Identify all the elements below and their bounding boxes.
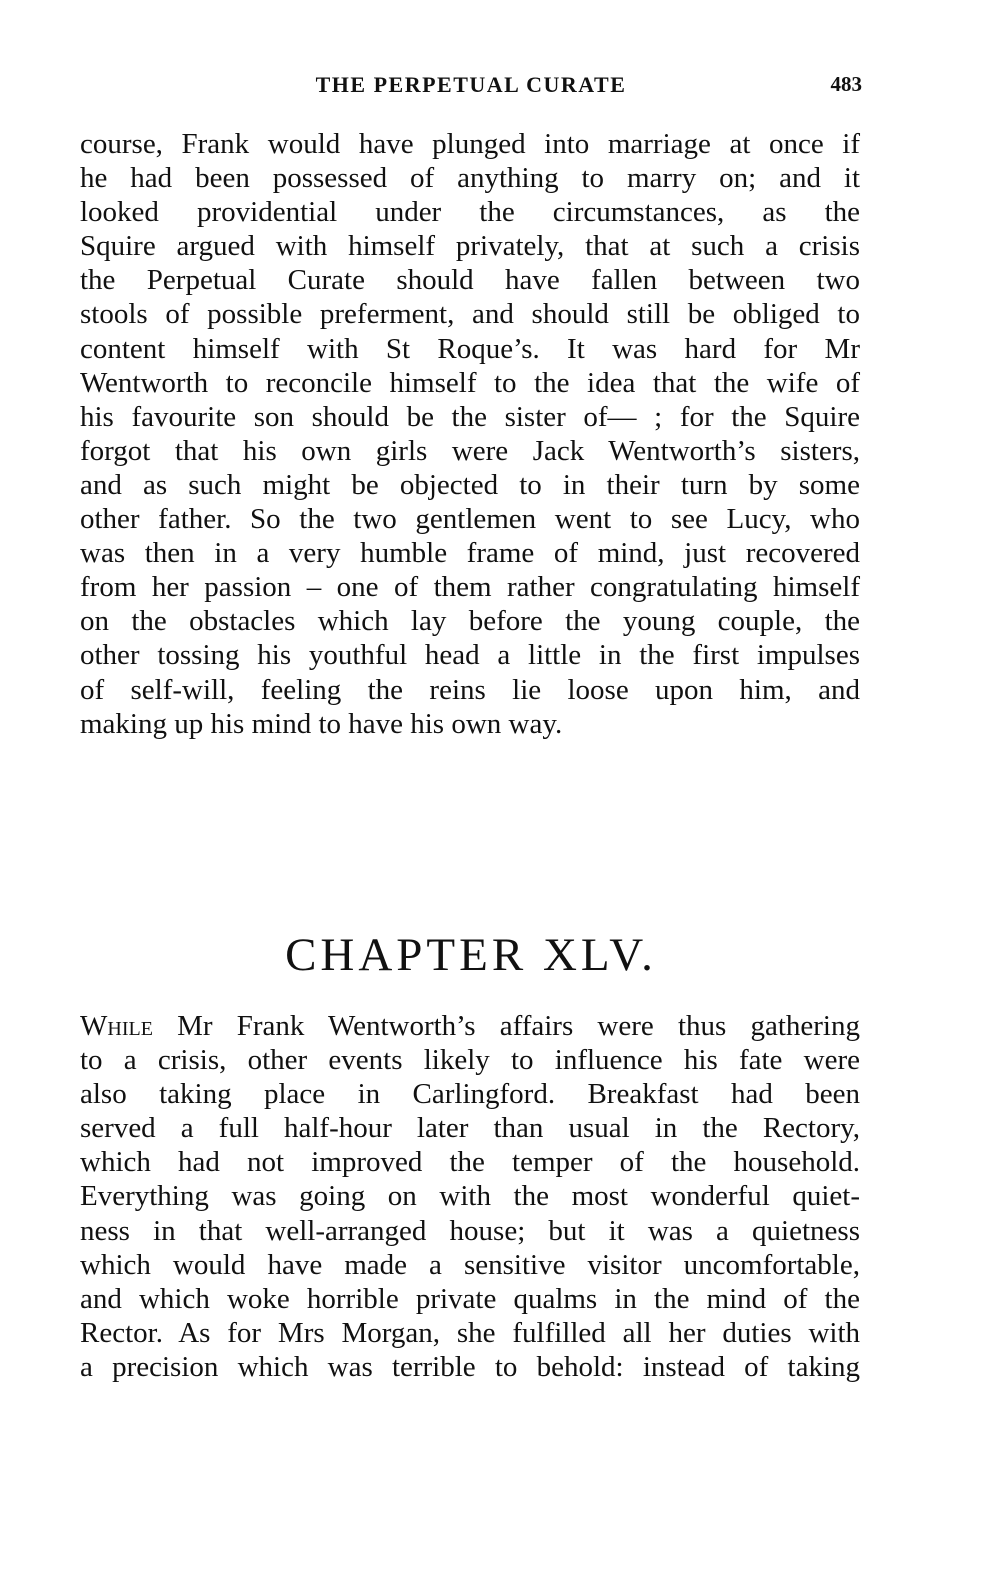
text-line: from her passion – one of them rather congratulating himself [80, 571, 860, 604]
text-line: Wentworth to reconcile himself to the idea that the wife of [80, 366, 860, 399]
paragraph-continued [80, 127, 860, 741]
text-line: making up his mind to have his own way. [80, 707, 563, 740]
text-line: Everything was going on with the most wonderful quiet- [80, 1180, 860, 1213]
first-line-rest: Mr Frank Wentworth’s affairs were thus gathering [152, 1010, 860, 1042]
text-line: which had not improved the temper of the household. [80, 1146, 860, 1179]
text-line: of self-will, feeling the reins lie loose upon him, and [80, 673, 860, 706]
text-line-first [80, 1009, 860, 1043]
text-line: forgot that his own girls were Jack Wentworth’s sisters, [80, 434, 860, 467]
chapter-opening-paragraph [80, 1009, 860, 1384]
text-line: Rector. As for Mrs Morgan, she fulfilled all her duties with [80, 1316, 860, 1349]
text-line: his favourite son should be the sister of— ; for the Squire [80, 400, 860, 433]
text-line: and as such might be objected to in their turn by some [80, 468, 860, 501]
text-line: which would have made a sensitive visitor uncomfortable, [80, 1248, 860, 1281]
text-line: content himself with St Roque’s. It was hard for Mr [80, 332, 860, 365]
text-line: other tossing his youthful head a little in the first impulses [80, 639, 860, 672]
text-line: ness in that well-arranged house; but it was a quietness [80, 1214, 860, 1247]
text-line: a precision which was terrible to behold: instead of taking [80, 1350, 860, 1383]
page-number: 483 [830, 72, 862, 96]
running-head [80, 68, 862, 104]
text-line: other father. So the two gentlemen went to see Lucy, who [80, 503, 860, 536]
text-line: he had been possessed of anything to marry on; and it [80, 162, 860, 195]
text-line: served a full half-hour later than usual in the Rectory, [80, 1112, 860, 1145]
text-line: the Perpetual Curate should have fallen between two [80, 264, 860, 297]
text-line: also taking place in Carlingford. Breakfast had been [80, 1078, 860, 1111]
running-title: THE PERPETUAL CURATE [315, 72, 627, 97]
text-line: stools of possible preferment, and should still be obliged to [80, 298, 860, 331]
text-line: to a crisis, other events likely to influence his fate were [80, 1044, 860, 1077]
text-line: course, Frank would have plunged into marriage at once if [80, 128, 860, 160]
text-line: Squire argued with himself privately, that at such a crisis [80, 230, 860, 263]
text-line: looked providential under the circumstances, as the [80, 196, 860, 229]
opening-word: While [80, 1010, 153, 1042]
text-line: was then in a very humble frame of mind, just recovered [80, 537, 860, 570]
chapter-heading: CHAPTER XLV. [285, 929, 657, 981]
text-line: and which woke horrible private qualms in the mind of the [80, 1282, 860, 1315]
text-line: on the obstacles which lay before the young couple, the [80, 605, 860, 638]
